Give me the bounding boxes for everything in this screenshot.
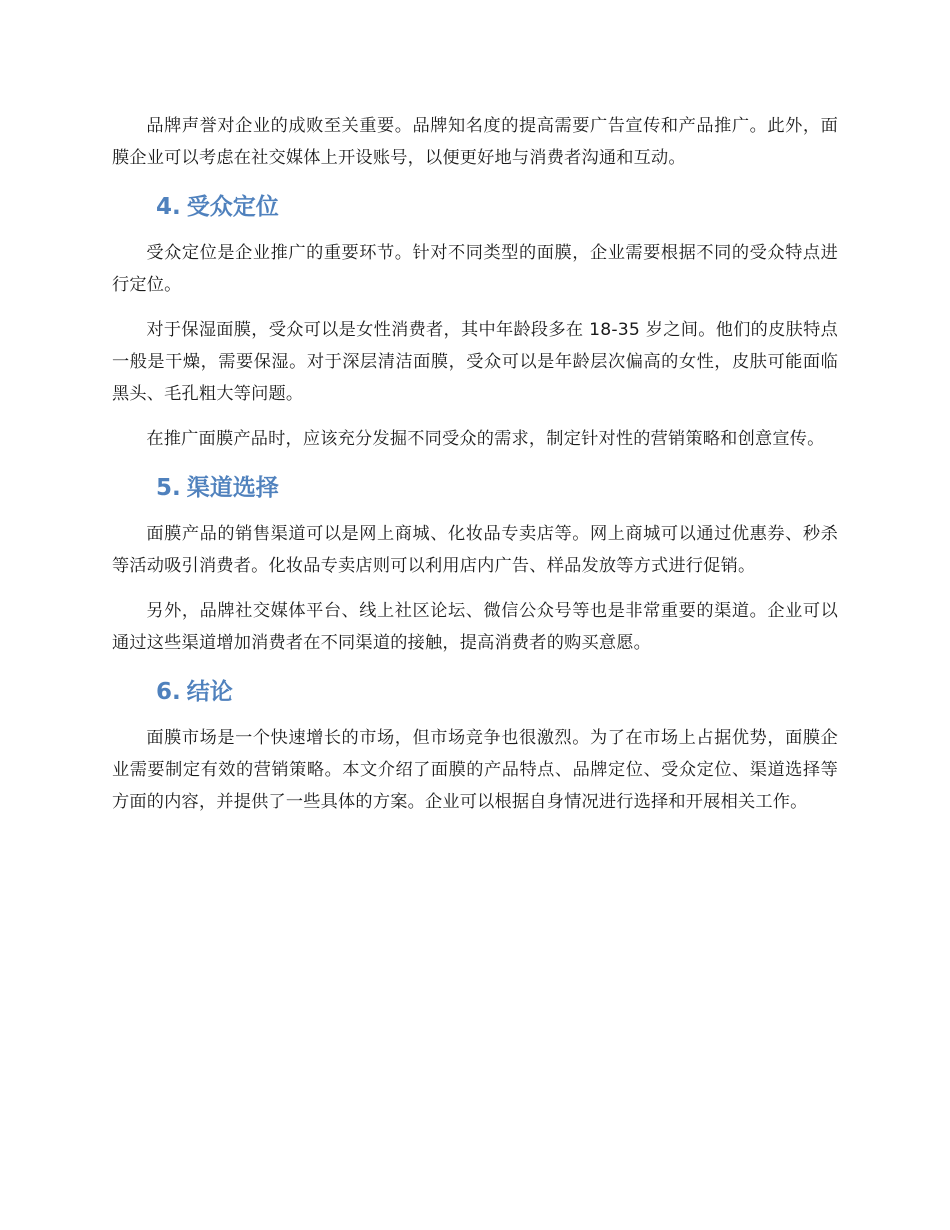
heading-channel-selection	[156, 468, 838, 508]
heading-title: 结论	[186, 679, 233, 705]
paragraph-brand-reputation: 品牌声誉对企业的成败至关重要。品牌知名度的提高需要广告宣传和产品推广。此外，面膜企业可以考虑在社交媒体上开设账号，以便更好地与消费者沟通和互动。	[112, 116, 838, 168]
paragraph-sales-channels: 面膜产品的销售渠道可以是网上商城、化妆品专卖店等。网上商城可以通过优惠券、秒杀等活动吸引消费者。化妆品专卖店则可以利用店内广告、样品发放等方式进行促销。	[112, 524, 838, 576]
heading-audience-positioning	[156, 187, 838, 227]
paragraph-audience-strategy: 在推广面膜产品时，应该充分发掘不同受众的需求，制定针对性的营销策略和创意宣传。	[146, 429, 825, 449]
paragraph-social-channels: 另外，品牌社交媒体平台、线上社区论坛、微信公众号等也是非常重要的渠道。企业可以通过这些渠道增加消费者在不同渠道的接触，提高消费者的购买意愿。	[112, 601, 838, 653]
heading-number: 5.	[156, 475, 181, 501]
paragraph-audience-intro: 受众定位是企业推广的重要环节。针对不同类型的面膜，企业需要根据不同的受众特点进行定位。	[112, 243, 838, 295]
heading-number: 6.	[156, 679, 181, 705]
paragraph-conclusion: 面膜市场是一个快速增长的市场，但市场竞争也很激烈。为了在市场上占据优势，面膜企业需要制定有效的营销策略。本文介绍了面膜的产品特点、品牌定位、受众定位、渠道选择等方面的内容，并提供了一些具体的方案。企业可以根据自身情况进行选择和开展相关工作。	[112, 728, 838, 812]
heading-title: 渠道选择	[186, 475, 279, 501]
heading-title: 受众定位	[186, 194, 279, 220]
heading-number: 4.	[156, 194, 181, 220]
heading-conclusion	[156, 672, 838, 712]
paragraph-audience-detail: 对于保湿面膜，受众可以是女性消费者，其中年龄段多在 18-35 岁之间。他们的皮肤特点一般是干燥，需要保湿。对于深层清洁面膜，受众可以是年龄层次偏高的女性，皮肤可能面临黑头、毛孔粗大等问题。	[112, 320, 838, 404]
